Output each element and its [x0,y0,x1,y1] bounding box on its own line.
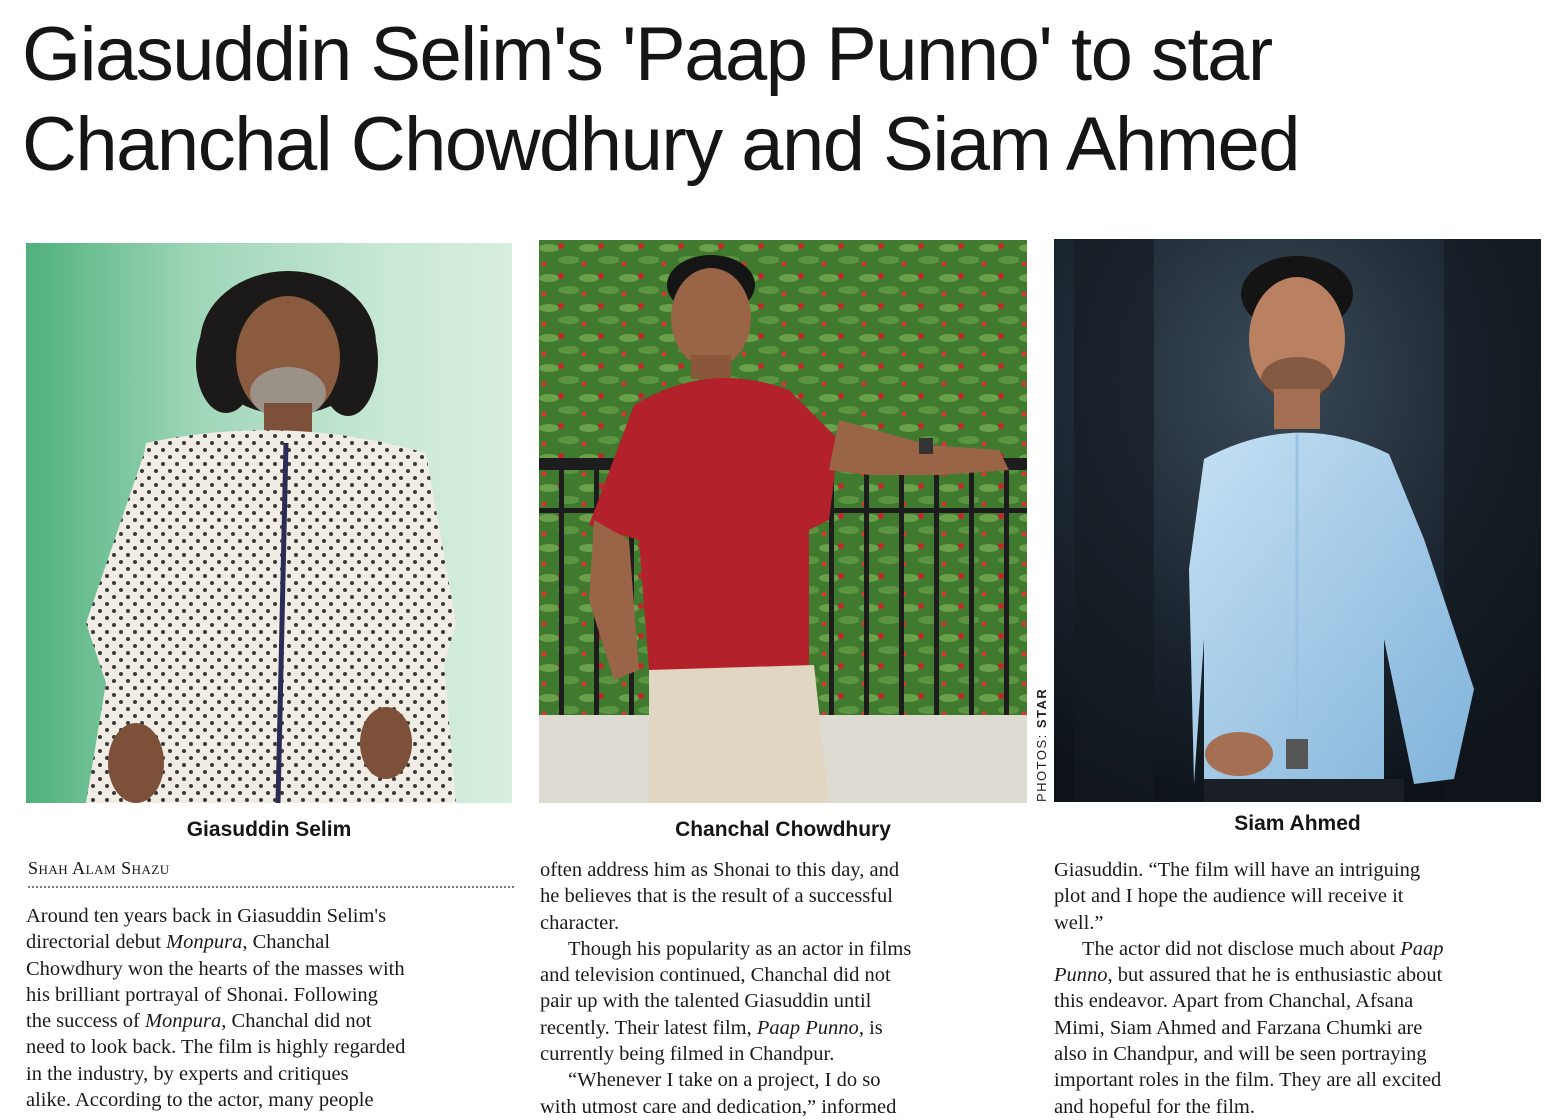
text-line: in the industry, by experts and critiques [26,1062,349,1085]
text-line: currently being filmed in Chandpur. [540,1043,835,1066]
text-line: often address him as Shonai to this day, and [540,859,900,881]
text-line: alike. According to the actor, many people [26,1089,374,1112]
article-column-2 [540,857,1032,1120]
article-column-3 [1054,857,1541,1120]
text-line: Chowdhury won the hearts of the masses with [26,957,405,980]
caption-chanchal-chowdhury: Chanchal Chowdhury [675,818,891,841]
text-line: pair up with the talented Giasuddin until [540,990,872,1013]
text-line: Punno, but assured that he is enthusiastic about [1054,964,1443,987]
headline-line-1: Giasuddin Selim's 'Paap Punno' to star [22,12,1272,97]
text-line: his brilliant portrayal of Shonai. Following [26,983,378,1006]
text-line: and hopeful for the film. [1054,1095,1255,1118]
photo-credit [1034,676,1050,802]
photo-credit-prefix: PHOTOS: [1034,728,1049,802]
photo-credit-name: STAR [1034,687,1049,729]
text-line: well.” [1054,911,1104,934]
text-line: need to look back. The film is highly regarded [26,1036,406,1059]
byline-divider [28,886,514,888]
photo-chanchal-chowdhury [539,240,1027,803]
text-line: character. [540,911,620,934]
text-line: also in Chandpur, and will be seen portraying [1054,1043,1427,1066]
byline: Shah Alam Shazu [28,858,170,878]
photo-siam-ahmed [1054,239,1541,802]
portrait-selim-image [26,243,512,803]
text-line: recently. Their latest film, Paap Punno, is [540,1016,883,1039]
text-line: plot and I hope the audience will receive it [1054,885,1404,908]
caption-siam-ahmed: Siam Ahmed [1234,812,1361,835]
text-line: Around ten years back in Giasuddin Selim's [26,905,387,927]
photo-giasuddin-selim [26,243,512,803]
text-line: Giasuddin. “The film will have an intriguing [1054,859,1421,881]
article-headline [22,10,1537,190]
portrait-siam-image [1054,239,1541,802]
text-line: directorial debut Monpura, Chanchal [26,931,331,954]
text-line: he believes that is the result of a successful [540,885,893,908]
headline-line-2: Chanchal Chowdhury and Siam Ahmed [22,102,1300,187]
text-line: this endeavor. Apart from Chanchal, Afsana [1054,990,1414,1013]
text-line: Though his popularity as an actor in films [568,937,912,960]
portrait-chanchal-image [539,240,1027,803]
text-line: with utmost care and dedication,” informed [540,1095,897,1118]
text-line: Mimi, Siam Ahmed and Farzana Chumki are [1054,1016,1423,1039]
text-line: the success of Monpura, Chanchal did not [26,1010,372,1033]
text-line: and television continued, Chanchal did not [540,964,891,987]
text-line: The actor did not disclose much about Paap [1082,937,1444,960]
text-line: “Whenever I take on a project, I do so [568,1069,881,1092]
article-column-1 [26,903,516,1113]
caption-giasuddin-selim: Giasuddin Selim [186,818,352,841]
text-line: important roles in the film. They are all excited [1054,1069,1442,1092]
